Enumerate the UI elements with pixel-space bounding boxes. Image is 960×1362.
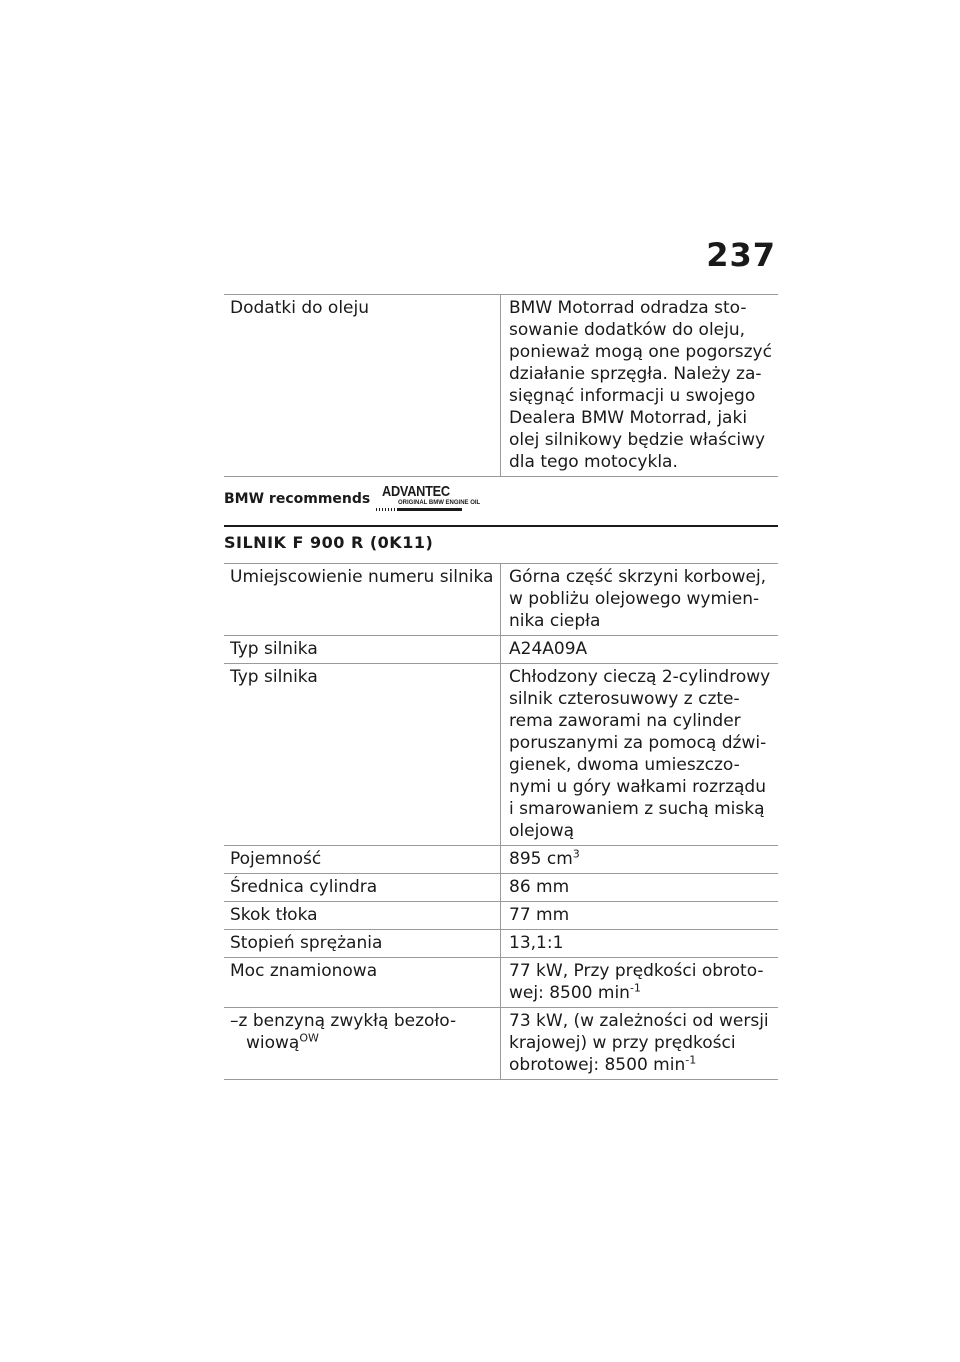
value-superscript: -1 <box>685 1053 697 1067</box>
row-label: Skok tłoka <box>224 902 501 930</box>
advantec-logo <box>376 483 481 517</box>
row-label: Średnica cylindra <box>224 874 501 902</box>
row-value <box>501 958 779 1008</box>
value-text: 895 cm <box>509 849 573 869</box>
oil-recommendation <box>224 483 778 527</box>
oil-additives-table <box>224 294 778 477</box>
row-value: 13,1:1 <box>501 930 779 958</box>
table-row <box>224 564 778 636</box>
row-label: Typ silnika <box>224 664 501 846</box>
row-label <box>224 1008 501 1080</box>
row-value: A24A09A <box>501 636 779 664</box>
row-value: Chłodzony cieczą 2-cylindrowy silnik czterosuwowy z czte-rema zaworami na cylinder poruszanymi za pomocą dźwi-gienek, dwoma umieszczo-nymi u góry wałkami rozrządu i smarowaniem z suchą miską olejową <box>501 664 779 846</box>
row-label: Umiejscowienie numeru silnika <box>224 564 501 636</box>
row-value <box>501 846 779 874</box>
logo-main-text: ADVANTEC <box>382 483 450 500</box>
table-row <box>224 902 778 930</box>
table-row <box>224 295 778 477</box>
row-label: Dodatki do oleju <box>224 295 501 477</box>
row-value <box>501 1008 779 1080</box>
table-row <box>224 930 778 958</box>
table-row <box>224 874 778 902</box>
row-label: Stopień sprężania <box>224 930 501 958</box>
table-row <box>224 664 778 846</box>
value-superscript: 3 <box>572 847 580 861</box>
label-superscript: OW <box>299 1031 319 1045</box>
table-row <box>224 846 778 874</box>
section-heading: SILNIK F 900 R (0K11) <box>224 525 778 563</box>
recommendation-text: BMW recommends <box>224 491 371 507</box>
row-value: 86 mm <box>501 874 779 902</box>
row-label: Typ silnika <box>224 636 501 664</box>
row-value: 77 mm <box>501 902 779 930</box>
row-value: BMW Motorrad odradza sto-sowanie dodatków do oleju, ponieważ mogą one pogorszyć działanie sprzęgła. Należy za-sięgnąć informacji u swojego Dealera BMW Motorrad, jaki olej silnikowy będzie właściwy dla tego motocykla. <box>501 295 779 477</box>
value-superscript: -1 <box>629 981 641 995</box>
engine-spec-table <box>224 563 778 1080</box>
label-text: –z benzyną zwykłą bezoło-wiową <box>230 1011 457 1053</box>
table-row <box>224 636 778 664</box>
page-content <box>224 294 778 1080</box>
row-label: Moc znamionowa <box>224 958 501 1008</box>
logo-bar-solid <box>398 508 462 511</box>
row-label: Pojemność <box>224 846 501 874</box>
value-text: 73 kW, (w zależności od wersji krajowej) w przy prędkości obrotowej: 8500 min <box>509 1011 769 1075</box>
page-number: 237 <box>706 236 776 274</box>
table-row <box>224 1008 778 1080</box>
row-value: Górna część skrzyni korbowej, w pobliżu olejowego wymien-nika ciepła <box>501 564 779 636</box>
value-text: 77 kW, Przy prędkości obroto-wej: 8500 min <box>509 961 764 1003</box>
logo-sub-text: ORIGINAL BMW ENGINE OIL <box>398 500 481 506</box>
table-row <box>224 958 778 1008</box>
